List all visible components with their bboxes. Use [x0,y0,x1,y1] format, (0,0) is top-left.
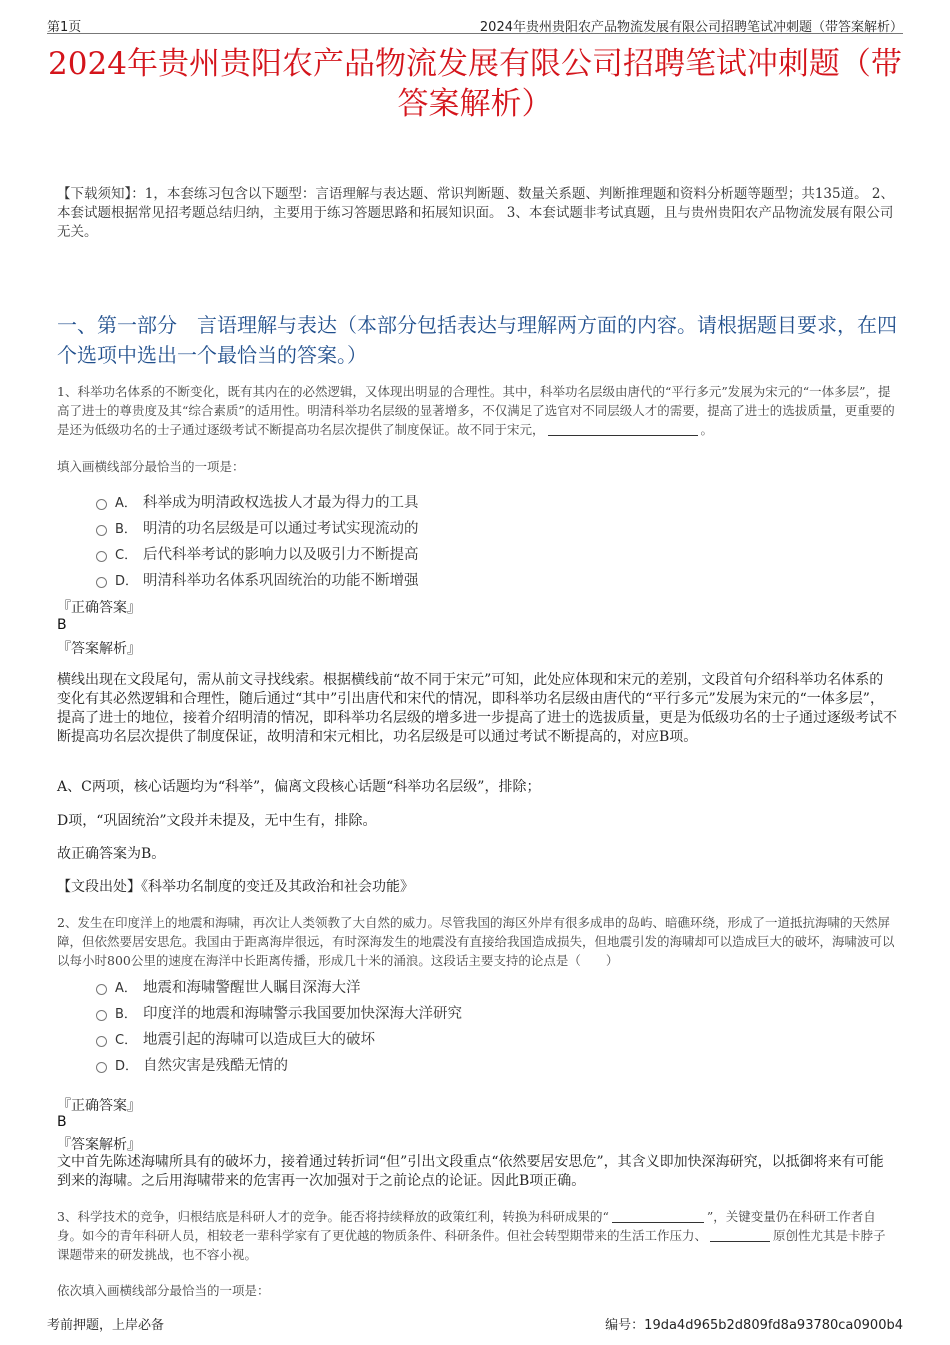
page-title: 2024年贵州贵阳农产品物流发展有限公司招聘笔试冲刺题（带答案解析） [48,46,902,122]
q2-answer-label: 『正确答案』 [57,1098,141,1114]
answer-blank [612,1222,704,1223]
radio-icon[interactable] [96,1036,107,1047]
q1-analysis-label: 『答案解析』 [57,641,141,657]
q1-answer-label: 『正确答案』 [57,600,141,616]
q1-analysis-paragraph: A、C两项，核心话题均为“科举”，偏离文段核心话题“科举功名层级”，排除； [57,779,541,795]
radio-icon[interactable] [96,1062,107,1073]
radio-icon[interactable] [96,551,107,562]
radio-icon[interactable] [96,577,107,588]
q1-analysis-paragraph: 横线出现在文段尾句，需从前文寻找线索。根据横线前“故不同于宋元”可知，此处应体现和宋元的差别，文段首句介绍科举功名体系的变化有其必然逻辑和合理性，随后通过“其中”引出唐代和宋代的情况，即科举功名层级由唐代的“平行多元”发展为宋元的“一体多层”，提高了进士的地位，接着介绍明清的情况，即科举功名层级的增多进一步提高了进士的选拔质量，更是为低级功名的士子通过逐级考试不断提高功名层次提供了制度保证，故明清和宋元相比，功名层级是可以通过考试不断提高的，对应B项。 [57,672,897,745]
download-notice: 【下载须知】：1，本套练习包含以下题型：言语理解与表达题、常识判断题、数量关系题、判断推理题和资料分析题等题型；共135道。 2、本套试题根据常见招考题总结归纳，主要用于练习答题思路和拓展知识面。 3、本套试题非考试真题，且与贵州贵阳农产品物流发展有限公司无关。 [57,186,894,240]
radio-icon[interactable] [96,499,107,510]
q1-option-b[interactable]: B． 明清的功名层级是可以通过考试实现流动的 [96,517,419,538]
q1-analysis-paragraph: D项，“巩固统治”文段并未提及，无中生有，排除。 [57,813,377,829]
q1-analysis-paragraph: 故正确答案为B。 [57,846,166,862]
question-3-prompt: 依次填入画横线部分最恰当的一项是： [57,1283,270,1298]
footer-code: 编号：19da4d965b2d809fd8a93780ca0900b4 [605,1318,903,1333]
q2-answer: B [57,1114,67,1130]
q2-analysis-label: 『答案解析』 [57,1137,141,1153]
radio-icon[interactable] [96,525,107,536]
running-title: 2024年贵州贵阳农产品物流发展有限公司招聘笔试冲刺题（带答案解析） [479,20,903,35]
answer-blank [548,435,698,436]
q2-option-d[interactable]: D． 自然灾害是残酷无情的 [96,1054,288,1075]
page-number: 第1页 [47,20,82,35]
question-2-stem: 2、发生在印度洋上的地震和海啸，再次让人类领教了大自然的威力。尽管我国的海区外岸有很多成串的岛屿、暗礁环绕，形成了一道抵抗海啸的天然屏障，但依然要居安思危。我国由于距离海岸很远，有时深海发生的地震没有直接给我国造成损失，但地震引发的海啸却可以造成巨大的破坏，海啸波可以以每小时800公里的速度在海洋中长距离传播，形成几十米的涌浪。这段话主要支持的论点是（ ） [57,915,895,968]
q2-analysis: 文中首先陈述海啸所具有的破坏力，接着通过转折词“但”引出文段重点“依然要居安思危”，其含义即加快深海研究，以抵御将来有可能到来的海啸。之后用海啸带来的危害再一次加强对于之前论点的论证。因此B项正确。 [57,1154,884,1189]
footer-slogan: 考前押题，上岸必备 [47,1318,165,1333]
radio-icon[interactable] [96,1010,107,1021]
q2-option-a[interactable]: A． 地震和海啸警醒世人瞩目深海大洋 [96,976,361,997]
q1-option-c[interactable]: C． 后代科举考试的影响力以及吸引力不断提高 [96,543,419,564]
question-1-stem: 1、科举功名体系的不断变化，既有其内在的必然逻辑，又体现出明显的合理性。其中，科举功名层级由唐代的“平行多元”发展为宋元的“一体多层”，提高了进士的尊贵度及其“综合素质”的适用性。明清科举功名层级的显著增多，不仅满足了选官对不同层级人才的需要，提高了进士的选拔质量，更重要的是还为低级功名的士子通过逐级考试不断提高功名层次提供了制度保证。故不同于宋元， 。 [57,384,895,437]
q1-option-d[interactable]: D． 明清科举功名体系巩固统治的功能不断增强 [96,569,419,590]
radio-icon[interactable] [96,984,107,995]
q1-source: 【文段出处】《科举功名制度的变迁及其政治和社会功能》 [57,879,414,895]
section-heading: 一、第一部分 言语理解与表达（本部分包括表达与理解两方面的内容。请根据题目要求，在四个选项中选出一个最恰当的答案。） [57,313,897,367]
header-divider [47,33,903,34]
question-3-stem: 3、科学技术的竞争，归根结底是科研人才的竞争。能否将持续释放的政策红利，转换为科研成果的“ ”，关键变量仍在科研工作者自身。如今的青年科研人员，相较老一辈科学家有了更优越的物质条件、科研条件。但社会转型期带来的生活工作压力、 原创性尤其是卡脖子课题带来的研发挑战，也不容小视。 [57,1209,886,1262]
q1-option-a[interactable]: A． 科举成为明清政权选拔人才最为得力的工具 [96,491,419,512]
q2-option-b[interactable]: B． 印度洋的地震和海啸警示我国要加快深海大洋研究 [96,1002,462,1023]
q2-option-c[interactable]: C． 地震引起的海啸可以造成巨大的破坏 [96,1028,375,1049]
question-1-prompt: 填入画横线部分最恰当的一项是： [57,459,245,474]
answer-blank [710,1241,770,1242]
q1-answer: B [57,617,67,633]
